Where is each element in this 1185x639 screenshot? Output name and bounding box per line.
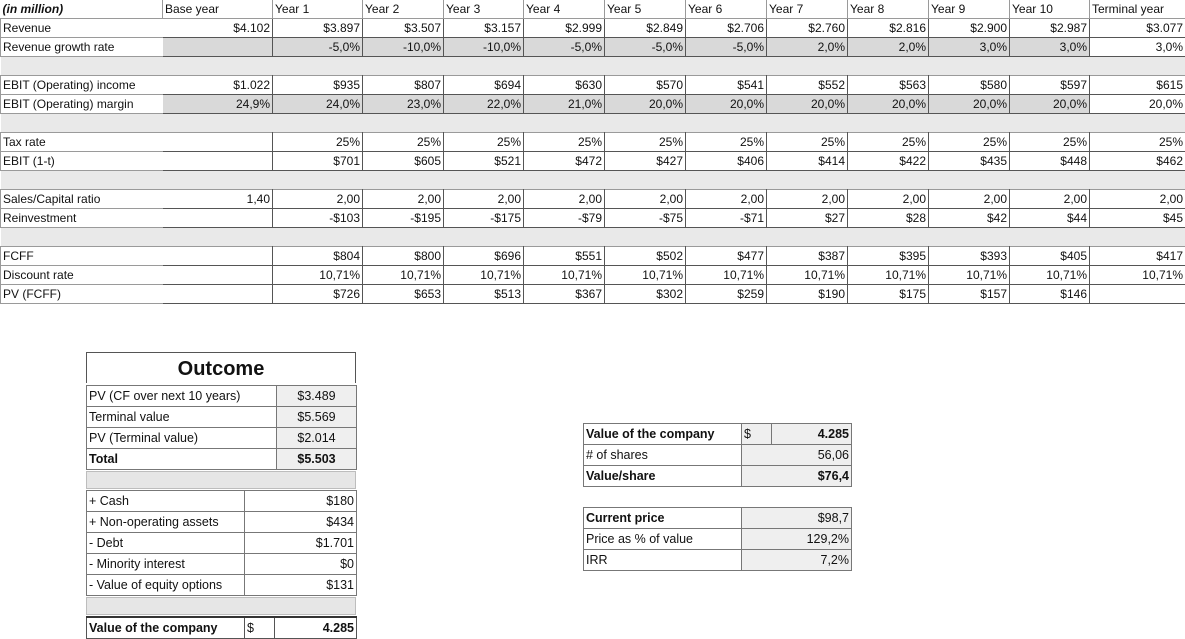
base-year-cell: 24,9% xyxy=(163,95,273,114)
value-cell: -5,0% xyxy=(605,38,686,57)
spacer-row xyxy=(1,171,1185,190)
column-header: Year 8 xyxy=(848,0,929,19)
price-pct-value: 129,2% xyxy=(742,529,852,550)
value-cell: 2,0% xyxy=(767,38,848,57)
options-value: $131 xyxy=(245,575,357,596)
value-cell: 20,0% xyxy=(848,95,929,114)
value-cell: 23,0% xyxy=(363,95,444,114)
spacer-cell xyxy=(1,57,1185,76)
pv-terminal-label: PV (Terminal value) xyxy=(87,428,277,449)
row-label: Revenue xyxy=(1,19,163,38)
value-cell: $2.999 xyxy=(524,19,605,38)
row-fcff xyxy=(1,247,1185,266)
row-revenue xyxy=(1,19,1185,38)
value-per-share-table xyxy=(583,423,852,487)
minority-value: $0 xyxy=(245,554,357,575)
value-cell: 10,71% xyxy=(363,266,444,285)
minority-label: - Minority interest xyxy=(87,554,245,575)
value-cell: -5,0% xyxy=(524,38,605,57)
value-cell: -5,0% xyxy=(686,38,767,57)
base-year-cell xyxy=(163,266,273,285)
value-cell: 10,71% xyxy=(767,266,848,285)
options-label: - Value of equity options xyxy=(87,575,245,596)
pv-cf-value: $3.489 xyxy=(277,386,357,407)
company-value-table xyxy=(86,616,357,639)
current-price-value: $98,7 xyxy=(742,508,852,529)
value-cell: 20,0% xyxy=(686,95,767,114)
column-header: Year 7 xyxy=(767,0,848,19)
cash-label: + Cash xyxy=(87,491,245,512)
value-cell: 20,0% xyxy=(605,95,686,114)
value-cell: 2,0% xyxy=(848,38,929,57)
value-cell: 25% xyxy=(1090,133,1185,152)
column-header: Year 1 xyxy=(273,0,363,19)
value-cell: $502 xyxy=(605,247,686,266)
value-cell: 25% xyxy=(444,133,524,152)
value-cell: $190 xyxy=(767,285,848,304)
value-cell: $2.816 xyxy=(848,19,929,38)
value-cell: 25% xyxy=(363,133,444,152)
value-cell: 25% xyxy=(848,133,929,152)
pv-terminal-value: $2.014 xyxy=(277,428,357,449)
debt-label: - Debt xyxy=(87,533,245,554)
value-cell: $45 xyxy=(1090,209,1185,228)
value-cell: $597 xyxy=(1010,76,1090,95)
value-cell: -10,0% xyxy=(363,38,444,57)
value-cell: 25% xyxy=(524,133,605,152)
vt-company-label: Value of the company xyxy=(584,424,742,445)
price-pct-row xyxy=(584,529,852,550)
column-header: Year 10 xyxy=(1010,0,1090,19)
bridge-divider xyxy=(86,597,356,615)
cash-value: $180 xyxy=(245,491,357,512)
terminal-row xyxy=(87,407,357,428)
column-header: Terminal year xyxy=(1090,0,1185,19)
total-label: Total xyxy=(87,449,277,470)
column-header: Year 5 xyxy=(605,0,686,19)
value-cell: -10,0% xyxy=(444,38,524,57)
spacer-cell xyxy=(1,171,1185,190)
row-label: EBIT (Operating) income xyxy=(1,76,163,95)
pv-terminal-row xyxy=(87,428,357,449)
value-cell: $367 xyxy=(524,285,605,304)
current-price-label: Current price xyxy=(584,508,742,529)
row-label: Tax rate xyxy=(1,133,163,152)
terminal-label: Terminal value xyxy=(87,407,277,428)
company-value-row xyxy=(87,617,357,639)
irr-row xyxy=(584,550,852,571)
value-cell: $630 xyxy=(524,76,605,95)
value-cell: 2,00 xyxy=(444,190,524,209)
column-header: Year 9 xyxy=(929,0,1010,19)
value-cell: 25% xyxy=(1010,133,1090,152)
value-cell: 10,71% xyxy=(686,266,767,285)
value-cell: $302 xyxy=(605,285,686,304)
column-header: Year 3 xyxy=(444,0,524,19)
value-cell: $405 xyxy=(1010,247,1090,266)
value-cell: $2.900 xyxy=(929,19,1010,38)
value-cell: 2,00 xyxy=(524,190,605,209)
value-cell: -5,0% xyxy=(273,38,363,57)
value-cell: 2,00 xyxy=(929,190,1010,209)
value-cell: 10,71% xyxy=(273,266,363,285)
row-label: EBIT (1-t) xyxy=(1,152,163,171)
value-cell: $694 xyxy=(444,76,524,95)
equity-bridge-table xyxy=(86,490,357,596)
pv-cf-row xyxy=(87,386,357,407)
base-year-cell xyxy=(163,247,273,266)
vt-shares-row xyxy=(584,445,852,466)
value-cell: $696 xyxy=(444,247,524,266)
row-tax-rate xyxy=(1,133,1185,152)
row-discount-rate xyxy=(1,266,1185,285)
base-year-cell: 1,40 xyxy=(163,190,273,209)
value-cell: $653 xyxy=(363,285,444,304)
value-cell: $395 xyxy=(848,247,929,266)
vt-per-share-row xyxy=(584,466,852,487)
value-cell: $422 xyxy=(848,152,929,171)
row-label: Reinvestment xyxy=(1,209,163,228)
value-cell: 10,71% xyxy=(1090,266,1185,285)
value-cell: $570 xyxy=(605,76,686,95)
base-year-cell xyxy=(163,209,273,228)
value-cell: $726 xyxy=(273,285,363,304)
base-year-cell xyxy=(163,38,273,57)
value-cell: -$79 xyxy=(524,209,605,228)
value-cell: $427 xyxy=(605,152,686,171)
row-revenue-growth xyxy=(1,38,1185,57)
value-cell: 25% xyxy=(767,133,848,152)
value-cell: $3.157 xyxy=(444,19,524,38)
value-cell: $3.077 xyxy=(1090,19,1185,38)
value-cell: 2,00 xyxy=(273,190,363,209)
value-cell: $3.897 xyxy=(273,19,363,38)
row-label: EBIT (Operating) margin xyxy=(1,95,163,114)
irr-label: IRR xyxy=(584,550,742,571)
column-header: Year 2 xyxy=(363,0,444,19)
spacer-row xyxy=(1,228,1185,247)
header-row xyxy=(1,0,1185,19)
value-cell: $552 xyxy=(767,76,848,95)
vt-per-share-label: Value/share xyxy=(584,466,742,487)
row-label: Sales/Capital ratio xyxy=(1,190,163,209)
pv-cf-label: PV (CF over next 10 years) xyxy=(87,386,277,407)
value-cell: $27 xyxy=(767,209,848,228)
company-value-currency: $ xyxy=(245,617,275,639)
value-cell: 25% xyxy=(605,133,686,152)
value-cell: $387 xyxy=(767,247,848,266)
spacer-row xyxy=(1,57,1185,76)
row-label: PV (FCFF) xyxy=(1,285,163,304)
value-cell: $28 xyxy=(848,209,929,228)
base-year-cell xyxy=(163,152,273,171)
value-cell: 2,00 xyxy=(686,190,767,209)
outcome-title: Outcome xyxy=(86,352,356,383)
value-cell: -$75 xyxy=(605,209,686,228)
value-cell: $807 xyxy=(363,76,444,95)
value-cell: $2.706 xyxy=(686,19,767,38)
value-cell: $2.760 xyxy=(767,19,848,38)
value-cell: $175 xyxy=(848,285,929,304)
value-cell: $541 xyxy=(686,76,767,95)
row-pv-fcff xyxy=(1,285,1185,304)
value-cell: $448 xyxy=(1010,152,1090,171)
base-year-cell: $1.022 xyxy=(163,76,273,95)
terminal-value: $5.569 xyxy=(277,407,357,428)
value-cell: 20,0% xyxy=(1010,95,1090,114)
value-cell: $804 xyxy=(273,247,363,266)
outcome-divider xyxy=(86,471,356,489)
value-cell: 20,0% xyxy=(767,95,848,114)
vt-shares-label: # of shares xyxy=(584,445,742,466)
nonop-label: + Non-operating assets xyxy=(87,512,245,533)
row-label: Discount rate xyxy=(1,266,163,285)
value-cell: 2,00 xyxy=(767,190,848,209)
value-cell: 25% xyxy=(686,133,767,152)
total-row xyxy=(87,449,357,470)
irr-value: 7,2% xyxy=(742,550,852,571)
dcf-projection-table xyxy=(0,0,1185,304)
value-cell: 2,00 xyxy=(848,190,929,209)
row-sales-capital xyxy=(1,190,1185,209)
value-cell: -$103 xyxy=(273,209,363,228)
total-value: $5.503 xyxy=(277,449,357,470)
base-year-cell xyxy=(163,285,273,304)
row-ebit-after-tax xyxy=(1,152,1185,171)
value-cell: 20,0% xyxy=(929,95,1010,114)
value-cell: 2,00 xyxy=(605,190,686,209)
value-cell: 2,00 xyxy=(363,190,444,209)
value-cell: $701 xyxy=(273,152,363,171)
value-cell: $513 xyxy=(444,285,524,304)
row-label: Revenue growth rate xyxy=(1,38,163,57)
value-cell: 2,00 xyxy=(1010,190,1090,209)
nonop-row xyxy=(87,512,357,533)
base-year-cell xyxy=(163,133,273,152)
options-row xyxy=(87,575,357,596)
value-cell: $580 xyxy=(929,76,1010,95)
value-cell: 24,0% xyxy=(273,95,363,114)
cash-row xyxy=(87,491,357,512)
minority-row xyxy=(87,554,357,575)
value-cell: 25% xyxy=(929,133,1010,152)
value-cell: 25% xyxy=(273,133,363,152)
debt-row xyxy=(87,533,357,554)
value-cell: 3,0% xyxy=(929,38,1010,57)
value-cell: 2,00 xyxy=(1090,190,1185,209)
column-header: Year 4 xyxy=(524,0,605,19)
value-cell: $615 xyxy=(1090,76,1185,95)
spacer-cell xyxy=(1,114,1185,133)
value-cell: $406 xyxy=(686,152,767,171)
company-value-amount: 4.285 xyxy=(275,617,357,639)
company-value-label: Value of the company xyxy=(87,617,245,639)
row-reinvestment xyxy=(1,209,1185,228)
value-cell: 3,0% xyxy=(1090,38,1185,57)
value-cell: $551 xyxy=(524,247,605,266)
value-cell: $3.507 xyxy=(363,19,444,38)
value-cell: -$71 xyxy=(686,209,767,228)
vt-per-share-value: $76,4 xyxy=(742,466,852,487)
value-cell: 20,0% xyxy=(1090,95,1185,114)
row-ebit xyxy=(1,76,1185,95)
debt-value: $1.701 xyxy=(245,533,357,554)
value-cell: 21,0% xyxy=(524,95,605,114)
value-cell: 22,0% xyxy=(444,95,524,114)
value-cell: -$175 xyxy=(444,209,524,228)
value-cell: $472 xyxy=(524,152,605,171)
value-cell: 10,71% xyxy=(444,266,524,285)
outcome-panel xyxy=(86,352,356,383)
value-cell: $800 xyxy=(363,247,444,266)
value-cell: 10,71% xyxy=(1010,266,1090,285)
value-cell: $477 xyxy=(686,247,767,266)
value-cell: $935 xyxy=(273,76,363,95)
vt-company-currency: $ xyxy=(742,424,772,445)
nonop-value: $434 xyxy=(245,512,357,533)
value-cell: 10,71% xyxy=(524,266,605,285)
spacer-row xyxy=(1,114,1185,133)
value-cell: 3,0% xyxy=(1010,38,1090,57)
outcome-summary-table xyxy=(86,385,357,470)
vt-company-value: 4.285 xyxy=(772,424,852,445)
base-year-cell: $4.102 xyxy=(163,19,273,38)
vt-company-row xyxy=(584,424,852,445)
value-cell: $563 xyxy=(848,76,929,95)
value-cell: $2.849 xyxy=(605,19,686,38)
column-header: Year 6 xyxy=(686,0,767,19)
value-cell: $2.987 xyxy=(1010,19,1090,38)
value-cell: $146 xyxy=(1010,285,1090,304)
value-cell: -$195 xyxy=(363,209,444,228)
value-cell xyxy=(1090,285,1185,304)
value-cell: $44 xyxy=(1010,209,1090,228)
value-cell: $521 xyxy=(444,152,524,171)
row-label: FCFF xyxy=(1,247,163,266)
spacer-cell xyxy=(1,228,1185,247)
unit-label: (in million) xyxy=(1,0,163,19)
value-cell: $417 xyxy=(1090,247,1185,266)
value-cell: $435 xyxy=(929,152,1010,171)
value-cell: $414 xyxy=(767,152,848,171)
vt-shares-value: 56,06 xyxy=(742,445,852,466)
value-cell: 10,71% xyxy=(605,266,686,285)
value-cell: 10,71% xyxy=(929,266,1010,285)
column-header: Base year xyxy=(163,0,273,19)
price-pct-label: Price as % of value xyxy=(584,529,742,550)
current-price-row xyxy=(584,508,852,529)
value-cell: $42 xyxy=(929,209,1010,228)
value-cell: $259 xyxy=(686,285,767,304)
row-ebit-margin xyxy=(1,95,1185,114)
price-table xyxy=(583,507,852,571)
value-cell: $157 xyxy=(929,285,1010,304)
value-cell: $393 xyxy=(929,247,1010,266)
value-cell: 10,71% xyxy=(848,266,929,285)
value-cell: $462 xyxy=(1090,152,1185,171)
value-cell: $605 xyxy=(363,152,444,171)
